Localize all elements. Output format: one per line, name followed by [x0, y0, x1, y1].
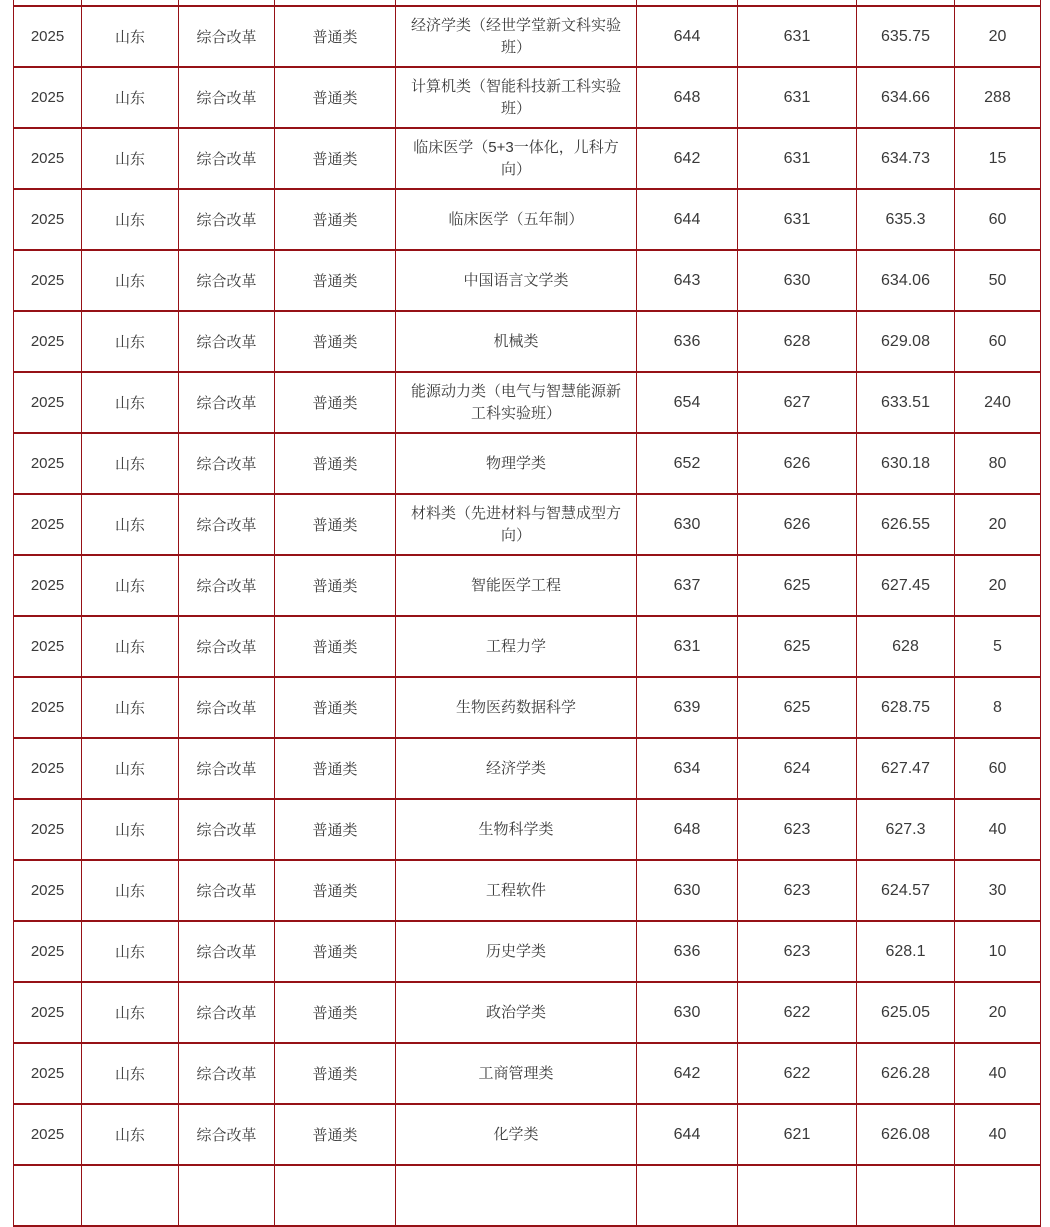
table-row [14, 860, 1041, 921]
cell-batch: 普通类 [275, 1104, 396, 1165]
cell-batch: 普通类 [275, 738, 396, 799]
cell-major: 经济学类 [396, 738, 637, 799]
cell-count: 50 [955, 250, 1041, 311]
cell-batch: 普通类 [275, 311, 396, 372]
cell-max: 630 [637, 860, 738, 921]
cell-avg: 626.28 [857, 1043, 955, 1104]
cell-year: 2025 [14, 982, 82, 1043]
cell-count: 5 [955, 616, 1041, 677]
partial-row-bottom-body [14, 1165, 1041, 1226]
cell-major: 临床医学（5+3一体化，儿科方向） [396, 128, 637, 189]
cell-major: 工程力学 [396, 616, 637, 677]
table-row [14, 433, 1041, 494]
admission-scores-table [13, 0, 1041, 1227]
cell-province: 山东 [82, 433, 179, 494]
cell-major: 物理学类 [396, 433, 637, 494]
cell-major: 计算机类（智能科技新工科实验班） [396, 67, 637, 128]
cell-count: 20 [955, 982, 1041, 1043]
cell-province: 山东 [82, 1104, 179, 1165]
cell-avg: 630.18 [857, 433, 955, 494]
cell-category: 综合改革 [179, 67, 275, 128]
cell-avg: 628.75 [857, 677, 955, 738]
table-row [14, 189, 1041, 250]
cell-min: 631 [738, 67, 857, 128]
cell-year: 2025 [14, 433, 82, 494]
cell-min: 623 [738, 860, 857, 921]
table-row [14, 6, 1041, 67]
cell-year: 2025 [14, 128, 82, 189]
cell-major: 材料类（先进材料与智慧成型方向） [396, 494, 637, 555]
cell-avg: 628 [857, 616, 955, 677]
cell-max: 648 [637, 67, 738, 128]
cell-province: 山东 [82, 982, 179, 1043]
cell-count: 60 [955, 311, 1041, 372]
table-row [14, 799, 1041, 860]
cell-avg: 634.06 [857, 250, 955, 311]
cell-year: 2025 [14, 738, 82, 799]
cell-min: 625 [738, 555, 857, 616]
cell-avg: 624.57 [857, 860, 955, 921]
cell-avg: 629.08 [857, 311, 955, 372]
cell-major: 中国语言文学类 [396, 250, 637, 311]
cell-category: 综合改革 [179, 6, 275, 67]
cell-min: 623 [738, 921, 857, 982]
cell-empty [637, 1165, 738, 1226]
table-row [14, 372, 1041, 433]
cell-count: 40 [955, 799, 1041, 860]
cell-province: 山东 [82, 799, 179, 860]
cell-year: 2025 [14, 250, 82, 311]
cell-max: 631 [637, 616, 738, 677]
cell-province: 山东 [82, 128, 179, 189]
cell-min: 630 [738, 250, 857, 311]
cell-batch: 普通类 [275, 1043, 396, 1104]
cell-min: 624 [738, 738, 857, 799]
table-row [14, 921, 1041, 982]
cell-max: 644 [637, 1104, 738, 1165]
cell-max: 634 [637, 738, 738, 799]
table-row [14, 250, 1041, 311]
cell-batch: 普通类 [275, 189, 396, 250]
cell-province: 山东 [82, 1043, 179, 1104]
cell-category: 综合改革 [179, 311, 275, 372]
cell-count: 8 [955, 677, 1041, 738]
cell-category: 综合改革 [179, 128, 275, 189]
cell-avg: 627.45 [857, 555, 955, 616]
cell-min: 623 [738, 799, 857, 860]
cell-year: 2025 [14, 372, 82, 433]
cell-min: 631 [738, 128, 857, 189]
cell-empty [82, 1165, 179, 1226]
cell-empty [857, 1165, 955, 1226]
table-row [14, 982, 1041, 1043]
cell-count: 288 [955, 67, 1041, 128]
cell-batch: 普通类 [275, 982, 396, 1043]
table-row [14, 616, 1041, 677]
cell-max: 630 [637, 494, 738, 555]
cell-max: 654 [637, 372, 738, 433]
table-row [14, 677, 1041, 738]
cell-category: 综合改革 [179, 555, 275, 616]
cell-year: 2025 [14, 189, 82, 250]
cell-year: 2025 [14, 311, 82, 372]
cell-avg: 627.47 [857, 738, 955, 799]
cell-major: 机械类 [396, 311, 637, 372]
cell-max: 639 [637, 677, 738, 738]
cell-count: 40 [955, 1104, 1041, 1165]
cell-year: 2025 [14, 67, 82, 128]
cell-batch: 普通类 [275, 799, 396, 860]
cell-category: 综合改革 [179, 250, 275, 311]
cell-avg: 628.1 [857, 921, 955, 982]
cell-category: 综合改革 [179, 860, 275, 921]
cell-province: 山东 [82, 555, 179, 616]
cell-province: 山东 [82, 616, 179, 677]
cell-empty [14, 1165, 82, 1226]
cell-batch: 普通类 [275, 6, 396, 67]
cell-major: 工程软件 [396, 860, 637, 921]
cell-min: 625 [738, 677, 857, 738]
cell-year: 2025 [14, 616, 82, 677]
cell-year: 2025 [14, 1043, 82, 1104]
cell-category: 综合改革 [179, 799, 275, 860]
cell-year: 2025 [14, 799, 82, 860]
cell-empty [396, 1165, 637, 1226]
cell-avg: 633.51 [857, 372, 955, 433]
cell-major: 能源动力类（电气与智慧能源新工科实验班） [396, 372, 637, 433]
cell-province: 山东 [82, 860, 179, 921]
cell-category: 综合改革 [179, 189, 275, 250]
cell-max: 642 [637, 128, 738, 189]
cell-province: 山东 [82, 677, 179, 738]
partial-table-row [14, 1165, 1041, 1226]
cell-major: 生物科学类 [396, 799, 637, 860]
cell-min: 626 [738, 494, 857, 555]
cell-year: 2025 [14, 860, 82, 921]
table-row [14, 494, 1041, 555]
cell-major: 历史学类 [396, 921, 637, 982]
cell-empty [275, 1165, 396, 1226]
cell-empty [179, 1165, 275, 1226]
table-row [14, 1104, 1041, 1165]
cell-batch: 普通类 [275, 921, 396, 982]
cell-max: 630 [637, 982, 738, 1043]
cell-max: 642 [637, 1043, 738, 1104]
cell-batch: 普通类 [275, 860, 396, 921]
table-row [14, 67, 1041, 128]
cell-count: 30 [955, 860, 1041, 921]
cell-min: 622 [738, 982, 857, 1043]
cell-category: 综合改革 [179, 1104, 275, 1165]
cell-batch: 普通类 [275, 372, 396, 433]
cell-count: 60 [955, 189, 1041, 250]
cell-province: 山东 [82, 494, 179, 555]
cell-max: 644 [637, 189, 738, 250]
cell-major: 生物医药数据科学 [396, 677, 637, 738]
cell-min: 628 [738, 311, 857, 372]
cell-max: 643 [637, 250, 738, 311]
cell-count: 20 [955, 555, 1041, 616]
table-row [14, 128, 1041, 189]
cell-province: 山东 [82, 311, 179, 372]
cell-avg: 626.55 [857, 494, 955, 555]
cell-batch: 普通类 [275, 555, 396, 616]
cell-province: 山东 [82, 738, 179, 799]
cell-max: 636 [637, 311, 738, 372]
cell-category: 综合改革 [179, 616, 275, 677]
cell-batch: 普通类 [275, 128, 396, 189]
cell-min: 626 [738, 433, 857, 494]
cell-year: 2025 [14, 1104, 82, 1165]
cell-province: 山东 [82, 67, 179, 128]
cell-year: 2025 [14, 921, 82, 982]
cell-batch: 普通类 [275, 494, 396, 555]
cell-batch: 普通类 [275, 250, 396, 311]
cell-year: 2025 [14, 555, 82, 616]
cell-min: 621 [738, 1104, 857, 1165]
cell-major: 临床医学（五年制） [396, 189, 637, 250]
cell-category: 综合改革 [179, 738, 275, 799]
cell-year: 2025 [14, 677, 82, 738]
cell-category: 综合改革 [179, 921, 275, 982]
table-row [14, 1043, 1041, 1104]
cell-category: 综合改革 [179, 982, 275, 1043]
cell-count: 15 [955, 128, 1041, 189]
cell-province: 山东 [82, 6, 179, 67]
cell-batch: 普通类 [275, 616, 396, 677]
cell-year: 2025 [14, 6, 82, 67]
cell-count: 80 [955, 433, 1041, 494]
cell-province: 山东 [82, 372, 179, 433]
cell-min: 627 [738, 372, 857, 433]
cell-max: 648 [637, 799, 738, 860]
cell-batch: 普通类 [275, 677, 396, 738]
cell-count: 40 [955, 1043, 1041, 1104]
cell-major: 智能医学工程 [396, 555, 637, 616]
cell-batch: 普通类 [275, 67, 396, 128]
cell-major: 政治学类 [396, 982, 637, 1043]
cell-major: 化学类 [396, 1104, 637, 1165]
cell-empty [738, 1165, 857, 1226]
cell-count: 240 [955, 372, 1041, 433]
cell-min: 631 [738, 189, 857, 250]
cell-count: 60 [955, 738, 1041, 799]
cell-max: 637 [637, 555, 738, 616]
cell-major: 经济学类（经世学堂新文科实验班） [396, 6, 637, 67]
cell-min: 631 [738, 6, 857, 67]
table-row [14, 738, 1041, 799]
cell-category: 综合改革 [179, 677, 275, 738]
cell-category: 综合改革 [179, 433, 275, 494]
cell-count: 20 [955, 494, 1041, 555]
table-body [14, 6, 1041, 1165]
cell-max: 652 [637, 433, 738, 494]
cell-major: 工商管理类 [396, 1043, 637, 1104]
cell-avg: 634.73 [857, 128, 955, 189]
cell-max: 636 [637, 921, 738, 982]
cell-avg: 634.66 [857, 67, 955, 128]
table-row [14, 311, 1041, 372]
cell-avg: 625.05 [857, 982, 955, 1043]
cell-count: 10 [955, 921, 1041, 982]
cell-min: 622 [738, 1043, 857, 1104]
cell-batch: 普通类 [275, 433, 396, 494]
cell-province: 山东 [82, 250, 179, 311]
table-row [14, 555, 1041, 616]
cell-empty [955, 1165, 1041, 1226]
cell-province: 山东 [82, 189, 179, 250]
cell-avg: 635.75 [857, 6, 955, 67]
cell-avg: 635.3 [857, 189, 955, 250]
cell-category: 综合改革 [179, 1043, 275, 1104]
cell-province: 山东 [82, 921, 179, 982]
cell-count: 20 [955, 6, 1041, 67]
cell-category: 综合改革 [179, 494, 275, 555]
cell-category: 综合改革 [179, 372, 275, 433]
cell-min: 625 [738, 616, 857, 677]
cell-max: 644 [637, 6, 738, 67]
cell-avg: 627.3 [857, 799, 955, 860]
cell-year: 2025 [14, 494, 82, 555]
cell-avg: 626.08 [857, 1104, 955, 1165]
